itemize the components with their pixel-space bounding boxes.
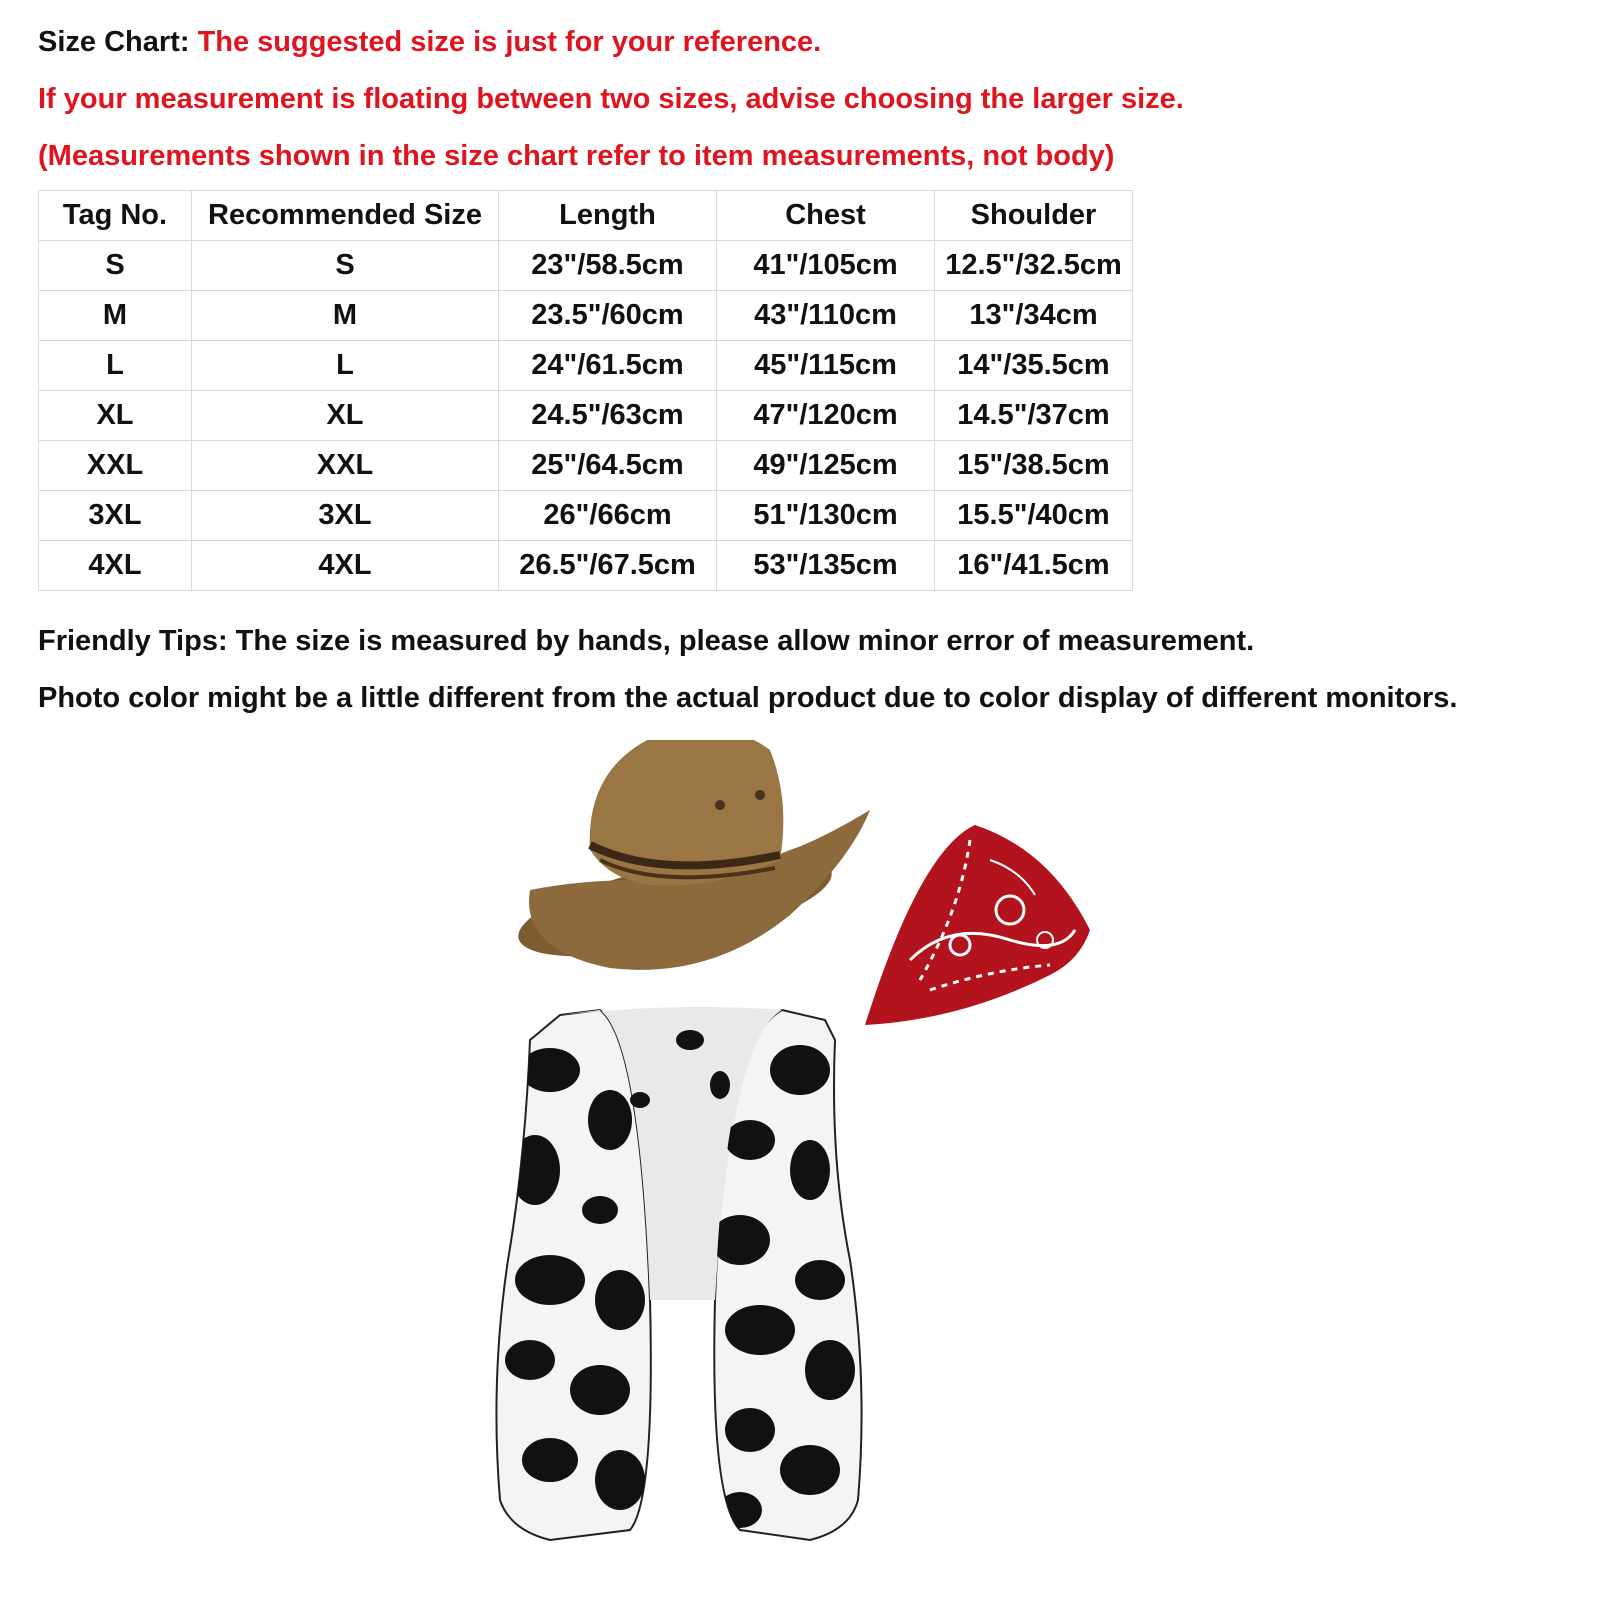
- table-row: [39, 541, 1133, 591]
- cell-recommended-size: 3XL: [192, 491, 499, 541]
- cell-tag-no: XL: [39, 391, 192, 441]
- cell-recommended-size: XXL: [192, 441, 499, 491]
- cell-shoulder: 16"/41.5cm: [935, 541, 1133, 591]
- product-image: [490, 740, 1130, 1580]
- size-chart-label: Size Chart:: [38, 26, 190, 58]
- cell-length: 23"/58.5cm: [499, 241, 717, 291]
- header-line-1: [38, 14, 1578, 71]
- cell-shoulder: 14"/35.5cm: [935, 341, 1133, 391]
- cell-shoulder: 14.5"/37cm: [935, 391, 1133, 441]
- cell-length: 26"/66cm: [499, 491, 717, 541]
- cell-tag-no: M: [39, 291, 192, 341]
- table-header-row: [39, 191, 1133, 241]
- cell-length: 24"/61.5cm: [499, 341, 717, 391]
- measurement-note: (Measurements shown in the size chart refer to item measurements, not body): [38, 140, 1115, 172]
- table-row: [39, 241, 1133, 291]
- table-row: [39, 491, 1133, 541]
- header-length: Length: [499, 191, 717, 241]
- cell-tag-no: 4XL: [39, 541, 192, 591]
- cell-tag-no: S: [39, 241, 192, 291]
- cell-recommended-size: L: [192, 341, 499, 391]
- cell-recommended-size: 4XL: [192, 541, 499, 591]
- cowboy-hat-icon: [510, 740, 870, 977]
- table-row: [39, 341, 1133, 391]
- cell-chest: 45"/115cm: [717, 341, 935, 391]
- header-tag-no: Tag No.: [39, 191, 192, 241]
- tips-line-1: Friendly Tips: The size is measured by hands, please allow minor error of measurement.: [38, 625, 1255, 657]
- header-shoulder: Shoulder: [935, 191, 1133, 241]
- size-chart-header: [38, 14, 1578, 185]
- cow-print-vest-icon: [496, 1007, 861, 1540]
- reference-note: The suggested size is just for your reference.: [197, 26, 822, 58]
- header-chest: Chest: [717, 191, 935, 241]
- cell-length: 26.5"/67.5cm: [499, 541, 717, 591]
- cell-chest: 41"/105cm: [717, 241, 935, 291]
- cell-chest: 53"/135cm: [717, 541, 935, 591]
- friendly-tips: [38, 613, 1588, 727]
- cell-recommended-size: M: [192, 291, 499, 341]
- size-table: [38, 190, 1133, 591]
- cell-tag-no: XXL: [39, 441, 192, 491]
- cell-tag-no: 3XL: [39, 491, 192, 541]
- cell-recommended-size: XL: [192, 391, 499, 441]
- cell-chest: 51"/130cm: [717, 491, 935, 541]
- cell-length: 24.5"/63cm: [499, 391, 717, 441]
- table-row: [39, 391, 1133, 441]
- tips-line-2: Photo color might be a little different from the actual product due to color display of different monitors.: [38, 682, 1458, 714]
- cell-chest: 47"/120cm: [717, 391, 935, 441]
- cell-shoulder: 15.5"/40cm: [935, 491, 1133, 541]
- header-recommended-size: Recommended Size: [192, 191, 499, 241]
- cell-length: 25"/64.5cm: [499, 441, 717, 491]
- size-table-body: [39, 241, 1133, 591]
- cell-chest: 49"/125cm: [717, 441, 935, 491]
- cell-recommended-size: S: [192, 241, 499, 291]
- bandana-icon: [865, 825, 1090, 1025]
- table-row: [39, 441, 1133, 491]
- cell-chest: 43"/110cm: [717, 291, 935, 341]
- cell-tag-no: L: [39, 341, 192, 391]
- cell-shoulder: 15"/38.5cm: [935, 441, 1133, 491]
- cell-length: 23.5"/60cm: [499, 291, 717, 341]
- table-row: [39, 291, 1133, 341]
- cell-shoulder: 13"/34cm: [935, 291, 1133, 341]
- cell-shoulder: 12.5"/32.5cm: [935, 241, 1133, 291]
- floating-size-note: If your measurement is floating between two sizes, advise choosing the larger size.: [38, 83, 1184, 115]
